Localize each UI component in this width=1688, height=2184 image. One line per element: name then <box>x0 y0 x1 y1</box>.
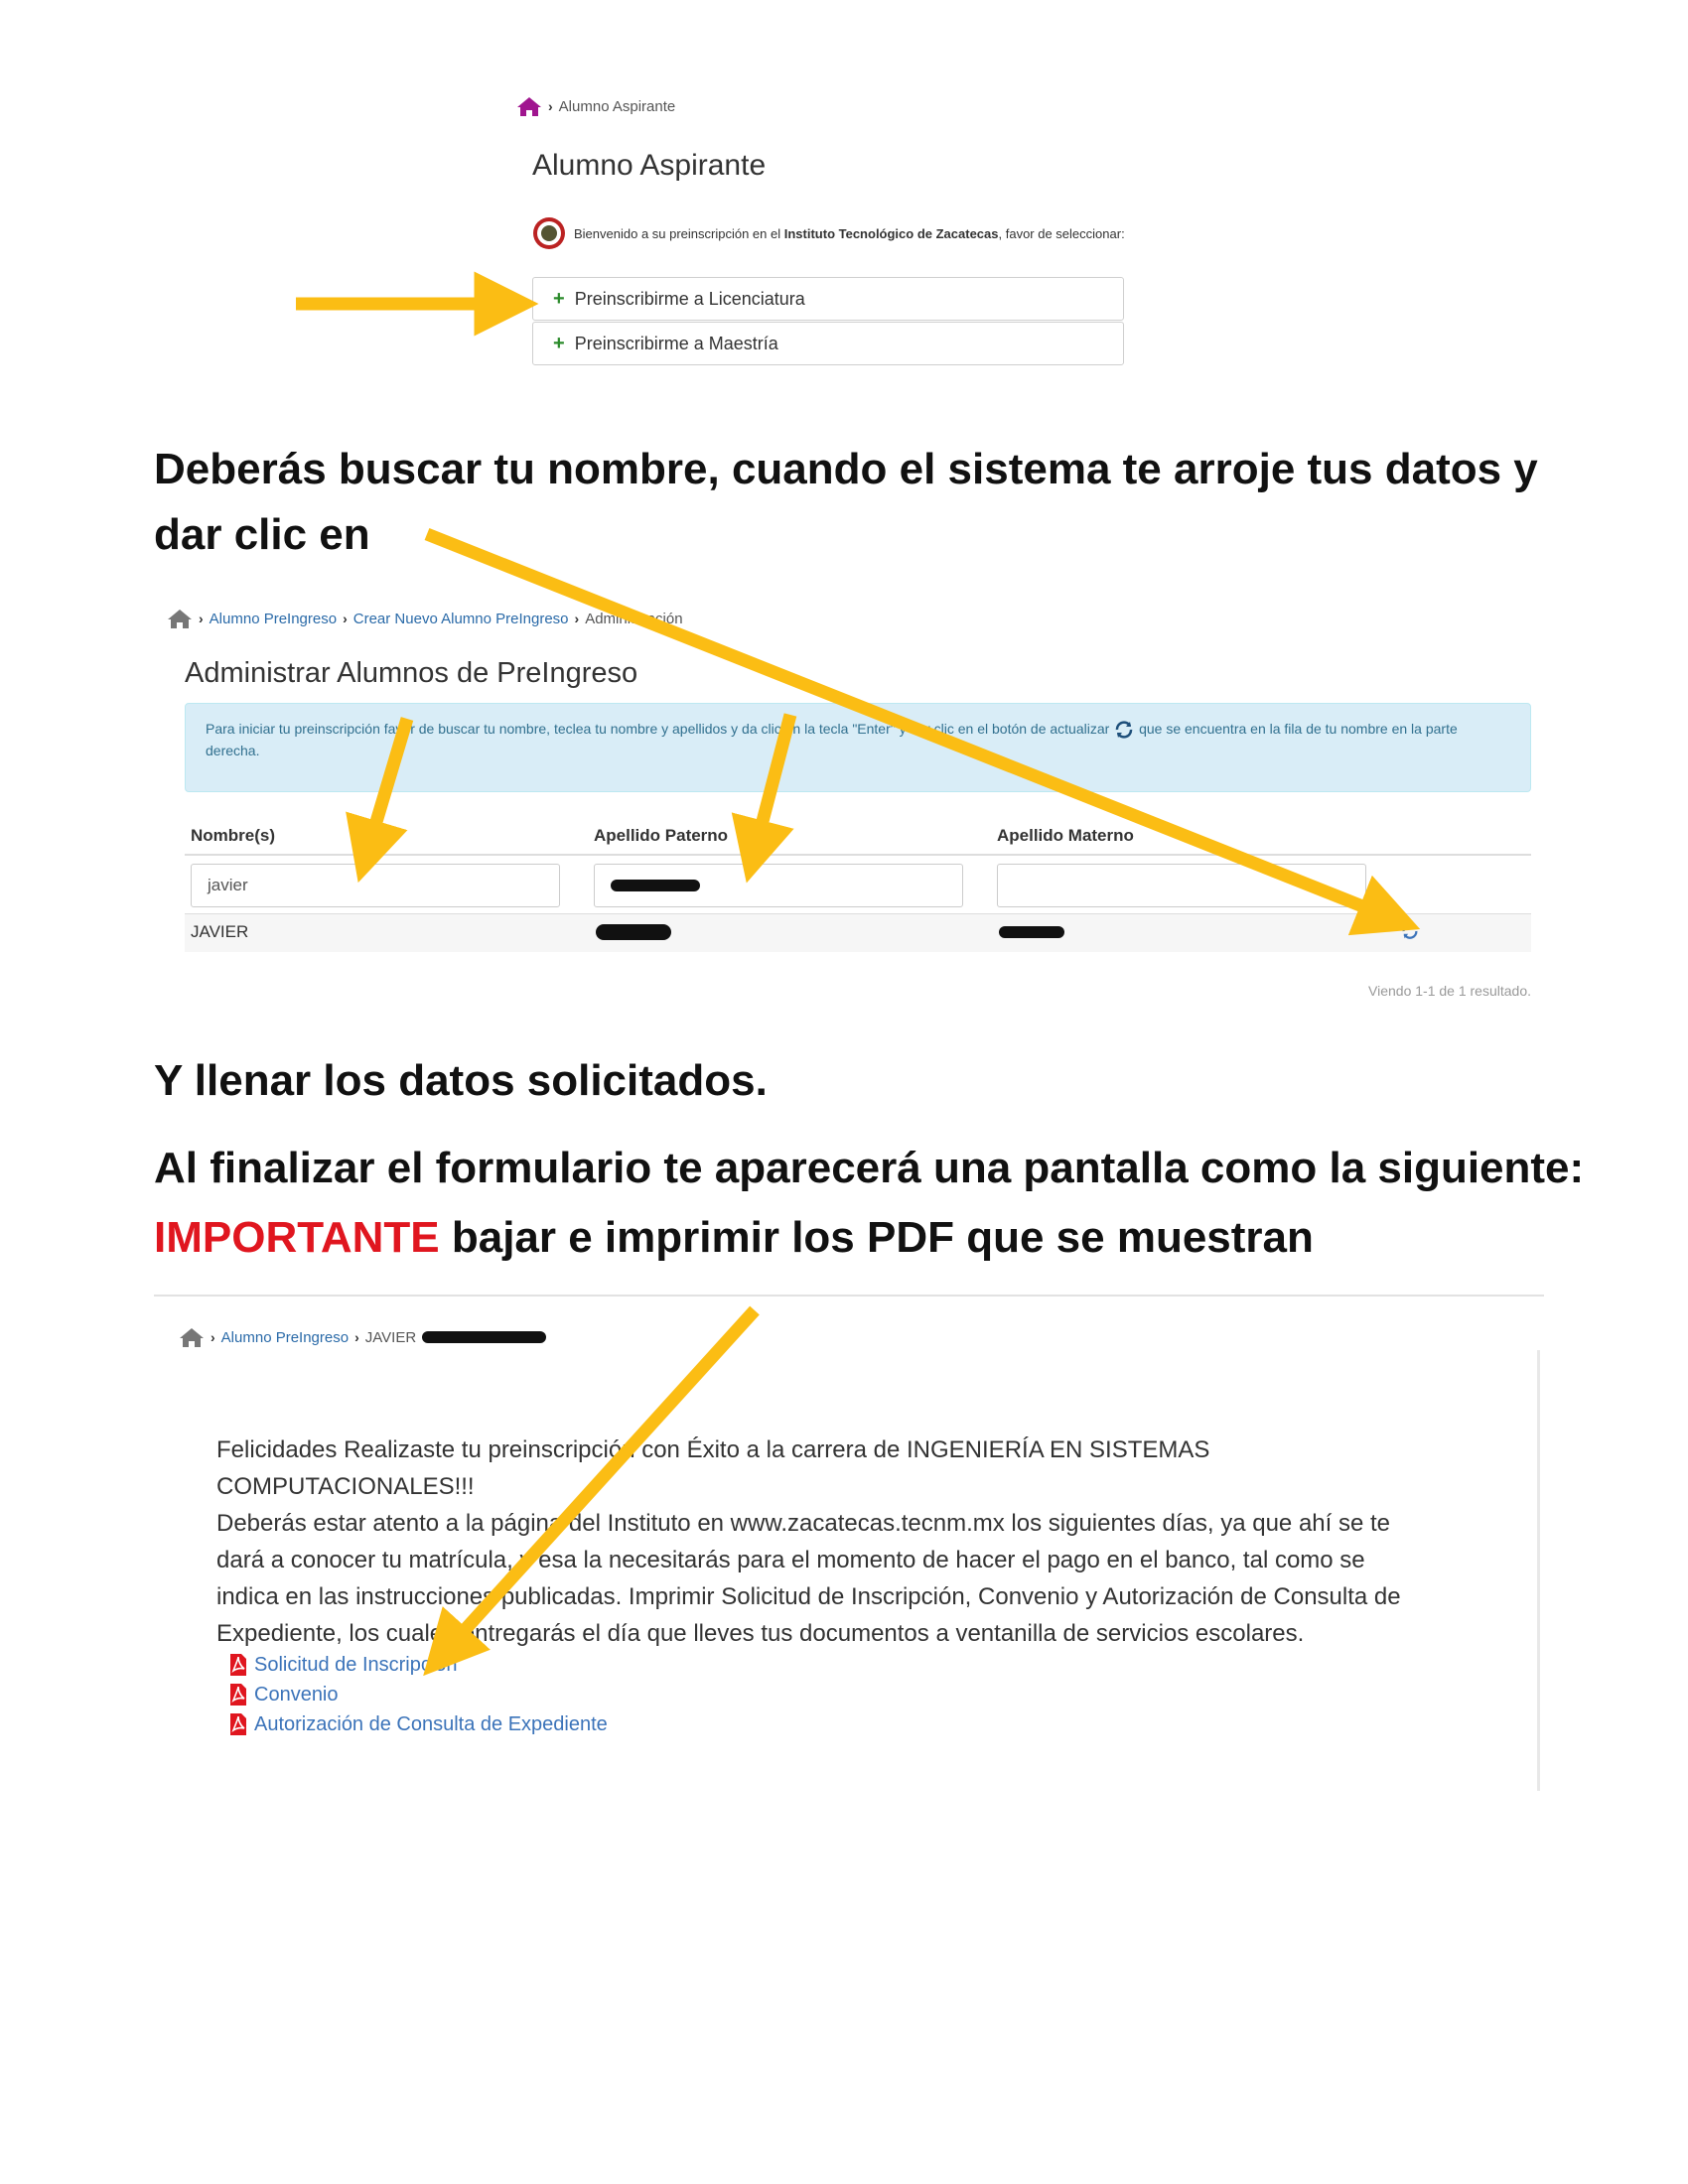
preinscribir-maestria-button[interactable]: + Preinscribirme a Maestría <box>532 322 1124 365</box>
chevron-right-icon: › <box>343 611 348 626</box>
breadcrumb-item: Administración <box>585 610 683 627</box>
instruction-important: IMPORTANTE bajar e imprimir los PDF que se muestran <box>154 1213 1314 1262</box>
row-nombre: JAVIER <box>191 922 249 941</box>
filter-nombre-input[interactable]: javier <box>191 864 560 907</box>
pdf-link-solicitud[interactable]: Solicitud de Inscripción <box>228 1650 608 1680</box>
instruction-fill: Y llenar los datos solicitados. <box>154 1056 768 1105</box>
arrow-pdf <box>445 1310 755 1652</box>
breadcrumb-item: Alumno Aspirante <box>558 97 676 115</box>
instruction-finish: Al finalizar el formulario te aparecerá una pantalla como la siguiente: <box>154 1144 1585 1192</box>
instruction-search: Deberás buscar tu nombre, cuando el sistema te arroje tus datos y dar clic en <box>154 445 1538 559</box>
welcome-text: Bienvenido a su preinscripción en el Instituto Tecnológico de Zacatecas, favor de seleccionar: <box>532 216 1125 250</box>
column-header-paterno[interactable]: Apellido Paterno <box>594 826 729 845</box>
preinscribir-licenciatura-button[interactable]: + Preinscribirme a Licenciatura <box>532 277 1124 321</box>
important-label: IMPORTANTE <box>154 1213 440 1262</box>
arrow-paterno <box>755 715 790 852</box>
breadcrumb-link-crear[interactable]: Crear Nuevo Alumno PreIngreso <box>352 610 569 627</box>
success-message: Felicidades Realizaste tu preinscripción con Éxito a la carrera de INGENIERÍA EN SISTEMAS COMPUTACIONALES!!! Deberás estar atento a la página del Instituto en www.zacatecas.tecnm.mx los siguientes días, ya que ahí se te dará a conocer tu matrícula, y esa la necesitarás para el momento de hacer el pago en el banco, tal como se indica en las instrucciones publicadas. Imprimir Solicitud de Inscripción, Convenio y Autorización de Consulta de Expediente, los cuales entregarás el día que lleves tus documentos a ventanilla de servicios escolares. <box>216 1436 1401 1647</box>
arrow-refresh <box>427 534 1390 917</box>
plus-icon: + <box>553 287 565 310</box>
chevron-right-icon: › <box>548 98 553 114</box>
page-title: Administrar Alumnos de PreIngreso <box>185 657 638 689</box>
chevron-right-icon: › <box>199 611 204 626</box>
column-header-materno[interactable]: Apellido Materno <box>997 826 1134 845</box>
plus-icon: + <box>553 332 565 354</box>
chevron-right-icon: › <box>574 611 580 626</box>
pdf-link-convenio[interactable]: Convenio <box>228 1680 608 1709</box>
page-title: Alumno Aspirante <box>532 149 767 182</box>
chevron-right-icon: › <box>211 1329 215 1345</box>
breadcrumb-item: JAVIER <box>364 1328 417 1346</box>
arrow-nombre <box>367 719 407 852</box>
breadcrumb-link-preingreso[interactable]: Alumno PreIngreso <box>220 1328 350 1346</box>
info-alert: Para iniciar tu preinscripción favor de buscar tu nombre, teclea tu nombre y apellidos y da clic en la tecla "Enter" y dar clic en el botón de actualizar que se encuentra en la fila de tu nombre en la parte derecha. <box>185 703 1531 792</box>
breadcrumb-link-preingreso[interactable]: Alumno PreIngreso <box>209 610 338 627</box>
chevron-right-icon: › <box>354 1329 359 1345</box>
results-summary: Viendo 1-1 de 1 resultado. <box>1368 983 1531 999</box>
column-header-nombre[interactable]: Nombre(s) <box>191 826 276 845</box>
pdf-link-autorizacion[interactable]: Autorización de Consulta de Expediente <box>228 1709 608 1739</box>
